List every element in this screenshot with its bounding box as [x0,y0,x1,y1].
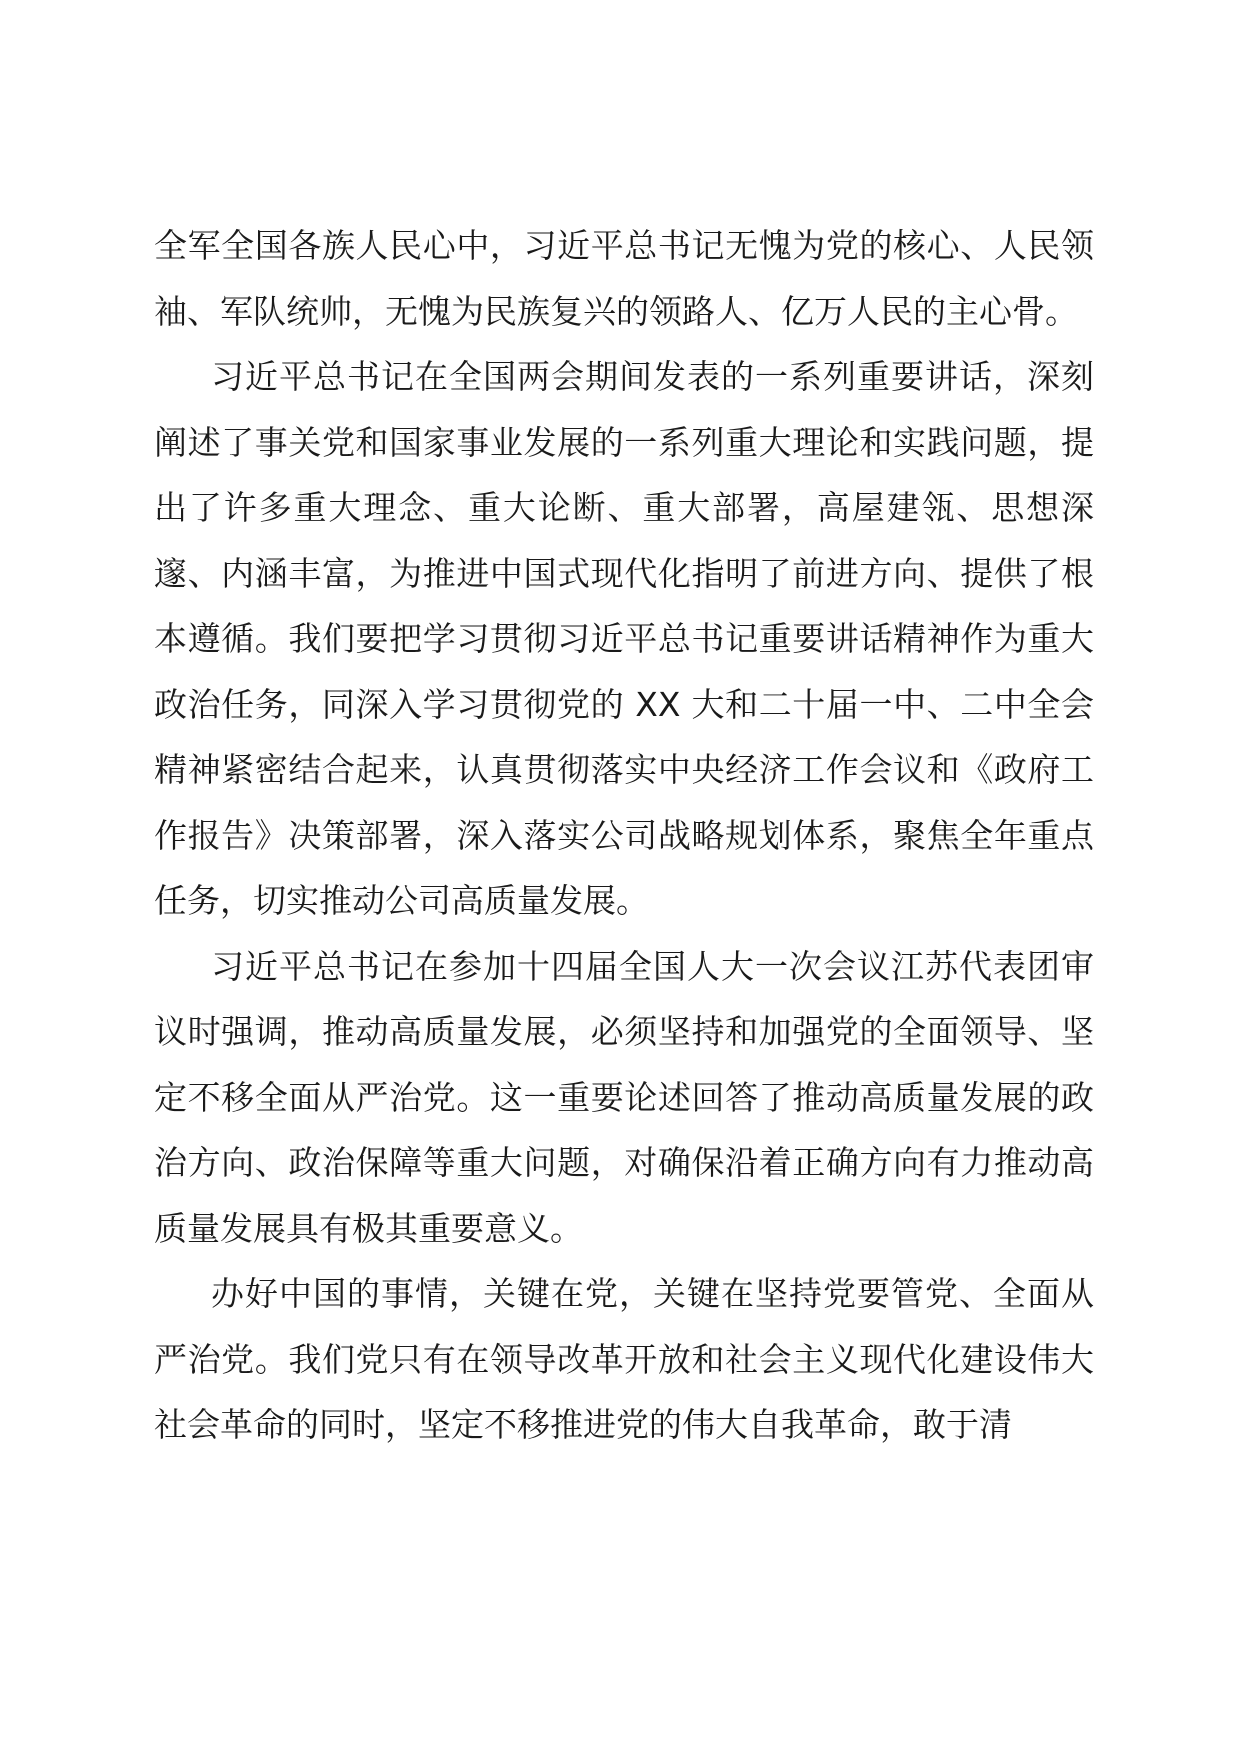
paragraph-1: 全军全国各族人民心中，习近平总书记无愧为党的核心、人民领袖、军队统帅，无愧为民族复兴的领路人、亿万人民的主心骨。 [154,226,1094,331]
paragraph-2: 习近平总书记在全国两会期间发表的一系列重要讲话，深刻阐述了事关党和国家事业发展的一系列重大理论和实践问题，提出了许多重大理念、重大论断、重大部署，高屋建瓴、思想深邃、内涵丰富，为推进中国式现代化指明了前进方向、提供了根本遵循。我们要把学习贯彻习近平总书记重要讲话精神作为重大政治任务，同深入学习贯彻党的 XX 大和二十届一中、二中全会精神紧密结合起来，认真贯彻落实中央经济工作会议和《政府工作报告》决策部署，深入落实公司战略规划体系，聚焦全年重点任务，切实推动公司高质量发展。 [154,357,1094,920]
paragraph-3: 习近平总书记在参加十四届全国人大一次会议江苏代表团审议时强调，推动高质量发展，必须坚持和加强党的全面领导、坚定不移全面从严治党。这一重要论述回答了推动高质量发展的政治方向、政治保障等重大问题，对确保沿着正确方向有力推动高质量发展具有极其重要意义。 [154,946,1094,1248]
paragraph-4: 办好中国的事情，关键在党，关键在坚持党要管党、全面从严治党。我们党只有在领导改革开放和社会主义现代化建设伟大社会革命的同时，坚定不移推进党的伟大自我革命，敢于清 [154,1274,1094,1444]
document-body [154,213,1094,1458]
